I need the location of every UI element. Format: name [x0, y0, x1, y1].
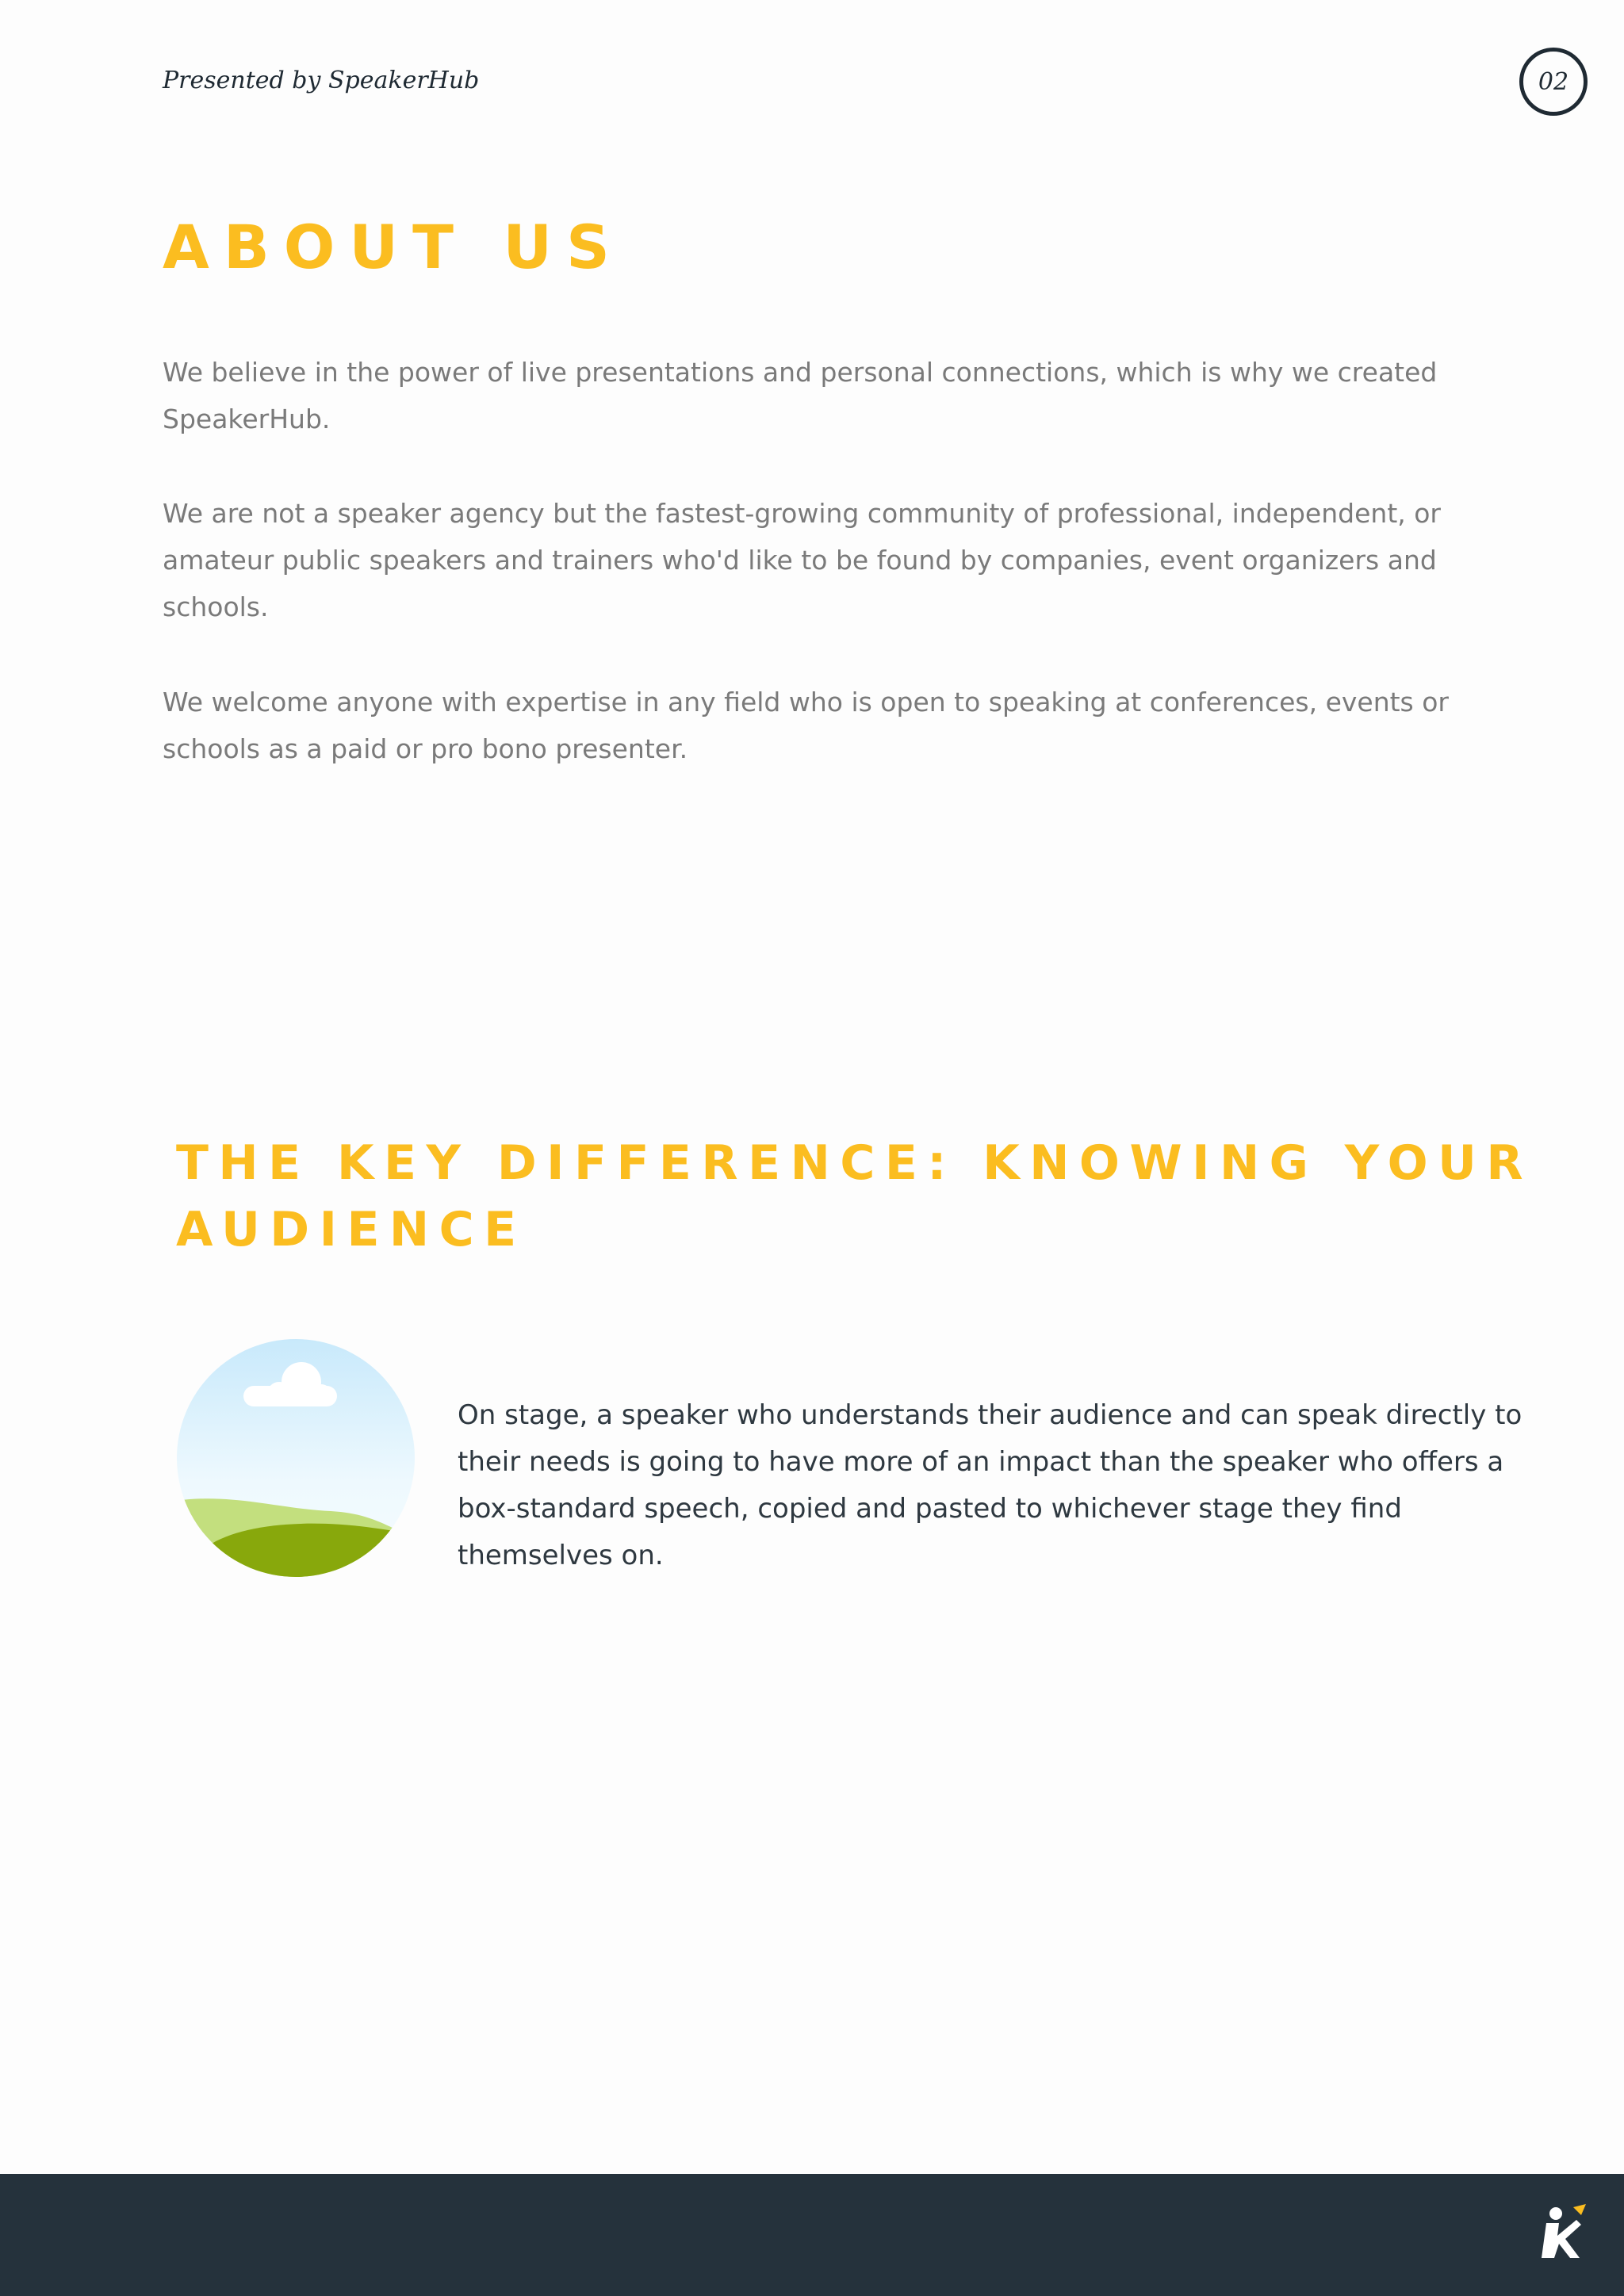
- key-difference-title: THE KEY DIFFERENCE: KNOWING YOUR AUDIENCE: [176, 1135, 1534, 1257]
- page-number-badge: [1519, 48, 1588, 116]
- landscape-icon: [176, 1338, 416, 1578]
- about-paragraph-3: We welcome anyone with expertise in any field who is open to speaking at conferences, events or schools as a paid or pro bono presenter.: [163, 687, 1449, 764]
- footer-bar: [0, 2174, 1624, 2296]
- page-number: 02: [1538, 67, 1569, 96]
- about-paragraph-1: We believe in the power of live presentations and personal connections, which is why we created SpeakerHub.: [163, 357, 1438, 434]
- about-title: ABOUT US: [163, 212, 624, 282]
- key-difference-body: On stage, a speaker who understands their audience and can speak directly to their needs is going to have more of an impact than the speaker who offers a box-standard speech, copied and pasted to whichever stage they find themselves on.: [458, 1399, 1522, 1571]
- presented-by: Presented by SpeakerHub: [163, 67, 480, 94]
- about-paragraph-2: We are not a speaker agency but the fastest-growing community of professional, independent, or amateur public speakers and trainers who'd like to be found by companies, event organizers and schools.: [163, 498, 1441, 622]
- speakerhub-logo-icon: [1538, 2201, 1589, 2261]
